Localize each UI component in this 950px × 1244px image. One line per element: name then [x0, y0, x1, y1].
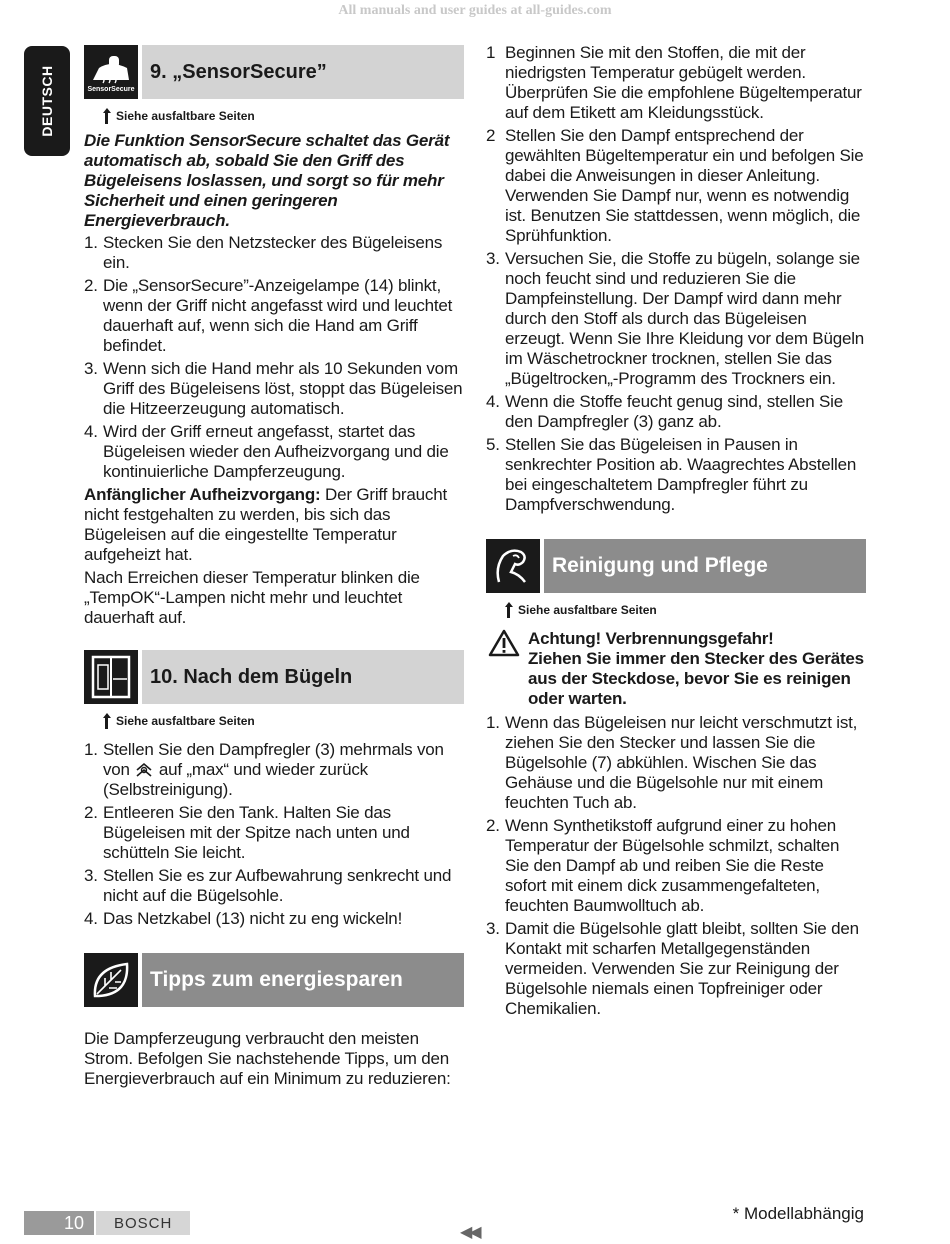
after-ironing-steps	[84, 740, 464, 929]
see-pages-label: Siehe ausfaltbare Seiten	[116, 109, 255, 123]
list-item: 2. Die „SensorSecure”-Anzeigelampe (14) blinkt, wenn der Griff nicht angefasst wird und leuchtet dauerhaft auf, wenn sich die Hand am Griff befindet.	[84, 276, 453, 355]
cabinet-icon	[87, 653, 135, 701]
arrow-up-icon	[102, 712, 112, 730]
watermark: All manuals and user guides at all-guides.com	[338, 3, 612, 18]
page-number: 10	[24, 1211, 94, 1235]
list-item: 2. Wenn Synthetikstoff aufgrund einer zu hohen Temperatur der Bügelsohle schmilzt, schalten Sie den Dampf ab und reiben Sie die Reste sofort mit einem dick zusammengefalteten, feuchten Baumwolltuch ab.	[486, 816, 840, 915]
see-pages-note	[102, 712, 464, 730]
list-item: 2. Entleeren Sie den Tank. Halten Sie das Bügeleisen mit der Spitze nach unten und schütteln Sie leicht.	[84, 803, 410, 862]
arrow-up-icon	[504, 601, 514, 619]
cleaning-header	[486, 539, 866, 593]
leaf-icon	[87, 956, 135, 1004]
after-ironing-header	[84, 650, 464, 704]
sensor-secure-title: 9. „SensorSecure”	[142, 45, 464, 99]
list-item: 1. Stellen Sie den Dampfregler (3) mehrmals von von auf „max“ und wieder zurück (Selbstreinigung).	[84, 740, 444, 799]
list-item: 3. Stellen Sie es zur Aufbewahrung senkrecht und nicht auf die Bügelsohle.	[84, 866, 452, 905]
sensor-secure-header	[84, 45, 464, 99]
list-item: 1. Stecken Sie den Netzstecker des Bügeleisens ein.	[84, 233, 443, 272]
left-column	[84, 45, 464, 1089]
language-tab-label: DEUTSCH	[39, 65, 55, 137]
heating-text: Der Griff braucht nicht festgehalten zu werden, bis sich das Bügeleisen auf die eingestellte Temperatur aufgeheizt hat.	[84, 485, 447, 564]
energy-tips-title: Tipps zum energiesparen	[142, 953, 464, 1007]
list-item: 5. Stellen Sie das Bügeleisen in Pausen in senkrechter Position ab. Waagrechtes Abstellen bei eingeschaltetem Dampfregler führt zu Dampfverschwendung.	[486, 435, 857, 514]
energy-tips-icon	[84, 953, 138, 1007]
list-item: 3. Versuchen Sie, die Stoffe zu bügeln, solange sie noch feucht sind und reduzieren Sie die Dampfeinstellung. Der Dampf wird dann mehr durch den Stoff als durch das Bügeleisen erzeugt. Wenn Sie Ihre Kleidung vor dem Bügeln im Wäschetrockner trocknen, stellen Sie das „Bügeltrocken„-Programm des Trockners ein.	[486, 249, 865, 388]
energy-tips-intro: Die Dampferzeugung verbraucht den meisten Strom. Befolgen Sie nachstehende Tipps, um den Energieverbrauch auf ein Minimum zu reduzieren:	[84, 1029, 451, 1088]
steam-icon	[134, 760, 154, 778]
cleaning-title: Reinigung und Pflege	[544, 539, 866, 593]
cleaning-icon	[486, 539, 540, 593]
warning-block	[488, 629, 866, 709]
brand-label: BOSCH	[96, 1211, 190, 1235]
warning-title: Achtung! Verbrennungsgefahr!	[528, 629, 774, 648]
sensor-secure-icon-label: SensorSecure	[87, 85, 135, 93]
hand-on-iron-icon	[89, 52, 133, 86]
sensor-secure-intro: Die Funktion SensorSecure schaltet das Gerät automatisch ab, sobald Sie den Griff des Bügeleisens loslassen, und sorgt so für mehr Sicherheit und einen geringeren Energieverbrauch.	[84, 131, 450, 230]
cleaning-steps	[486, 713, 866, 1019]
sensor-secure-steps	[84, 233, 464, 482]
warning-text	[528, 629, 866, 709]
after-ironing-title: 10. Nach dem Bügeln	[142, 650, 464, 704]
list-item: 3. Damit die Bügelsohle glatt bleibt, sollten Sie den Kontakt mit scharfen Metallgegenständen vermeiden. Verwenden Sie zur Reinigung der Bügelsohle niemals einen Topfreiniger oder Chemikalien.	[486, 919, 859, 1018]
see-pages-label: Siehe ausfaltbare Seiten	[518, 603, 657, 617]
warning-body: Ziehen Sie immer den Stecker des Gerätes aus der Steckdose, bevor Sie es reinigen oder warten.	[528, 649, 864, 708]
right-column	[486, 43, 866, 1022]
list-item: 4. Wenn die Stoffe feucht genug sind, stellen Sie den Dampfregler (3) ganz ab.	[486, 392, 843, 431]
sensor-secure-icon	[84, 45, 138, 99]
see-pages-label: Siehe ausfaltbare Seiten	[116, 714, 255, 728]
hand-cleaning-icon	[489, 542, 537, 590]
energy-tips-steps	[486, 43, 866, 515]
list-item: 2 Stellen Sie den Dampf entsprechend der gewählten Bügeltemperatur ein und befolgen Sie dabei die Anweisungen in dieser Anleitung. Verwenden Sie Dampf nur, wenn es notwendig ist. Benutzen Sie stattdessen, wenn möglich, die Sprühfunktion.	[486, 126, 864, 245]
language-tab	[24, 46, 70, 156]
footnote: * Modellabhängig	[732, 1204, 864, 1223]
list-item: 4. Das Netzkabel (13) nicht zu eng wickeln!	[84, 909, 403, 928]
warning-icon	[488, 629, 520, 657]
arrow-up-icon	[102, 107, 112, 125]
previous-page-icon[interactable]: ◀◀	[460, 1224, 479, 1241]
see-pages-note	[102, 107, 464, 125]
heating-paragraph	[84, 485, 464, 565]
list-item: 4. Wird der Griff erneut angefasst, startet das Bügeleisen wieder den Aufheizvorgang und die kontinuierliche Dampferzeugung.	[84, 422, 449, 481]
see-pages-note	[504, 601, 866, 619]
list-item: 1 Beginnen Sie mit den Stoffen, die mit der niedrigsten Temperatur gebügelt werden. Überprüfen Sie die empfohlene Bügeltemperatur auf dem Etikett am Kleidungsstück.	[486, 43, 862, 122]
list-item: 3. Wenn sich die Hand mehr als 10 Sekunden vom Griff des Bügeleisens löst, stoppt das Bügeleisen die Hitzeerzeugung automatisch.	[84, 359, 463, 418]
after-ironing-icon	[84, 650, 138, 704]
list-item: 1. Wenn das Bügeleisen nur leicht verschmutzt ist, ziehen Sie den Stecker und lassen Sie die Bügelsohle (7) abkühlen. Wischen Sie das Gehäuse und die Bügelsohle nur mit einem feuchten Tuch ab.	[486, 713, 858, 812]
energy-tips-header	[84, 953, 464, 1007]
after-heating-paragraph: Nach Erreichen dieser Temperatur blinken die „TempOK“-Lampen nicht mehr und leuchtet dauerhaft auf.	[84, 568, 420, 627]
heating-label: Anfänglicher Aufheizvorgang:	[84, 485, 321, 504]
